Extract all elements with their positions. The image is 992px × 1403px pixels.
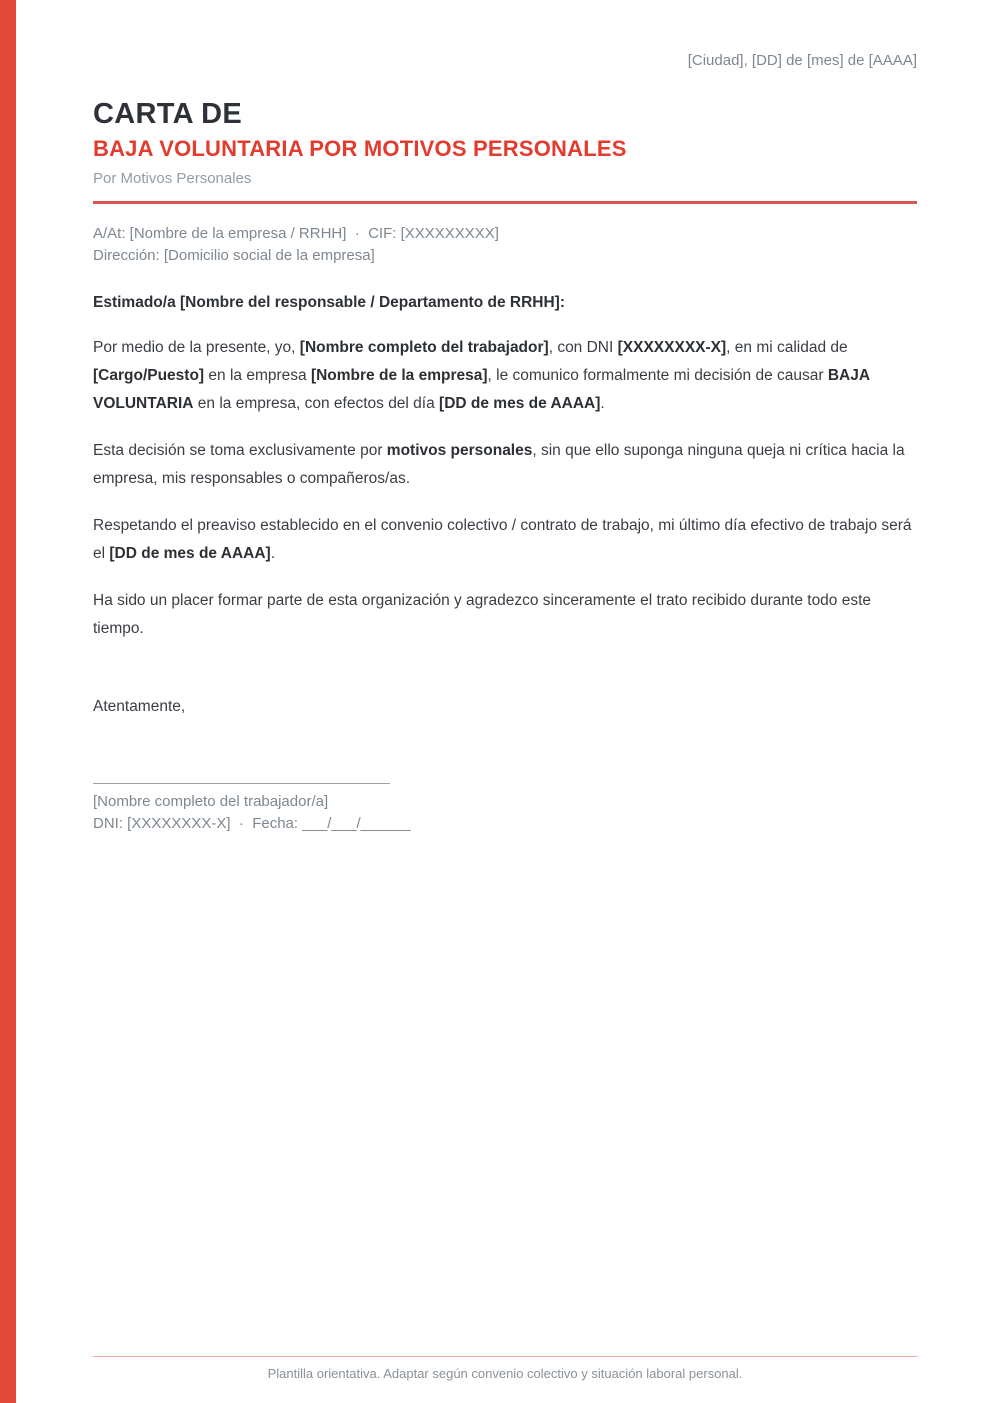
signature-line [93,783,390,784]
header-divider [93,201,917,204]
left-accent-bar [0,0,16,1403]
letter-paragraph: Esta decisión se toma exclusivamente por motivos personales, sin que ello suponga ninguna queja ni crítica hacia la empresa, mis responsables o compañeros/as. [93,442,905,487]
signature-dni-fecha: DNI: [XXXXXXXX-X] · Fecha: ___/___/______ [93,815,411,832]
recipient-line: A/At: [Nombre de la empresa / RRHH] · CIF: [XXXXXXXXX] [93,225,499,242]
letter-paragraph: Respetando el preaviso establecido en el convenio colectivo / contrato de trabajo, mi último día efectivo de trabajo será el [DD de mes de AAAA]. [93,517,912,562]
recipient-block [93,223,917,267]
greeting: Estimado/a [Nombre del responsable / Departamento de RRHH]: [93,294,565,311]
letter-subtitle: BAJA VOLUNTARIA POR MOTIVOS PERSONALES [93,136,627,161]
closing-salutation: Atentamente, [93,698,186,715]
signature-block [93,783,917,835]
letter-paragraph: Por medio de la presente, yo, [Nombre completo del trabajador], con DNI [XXXXXXXX-X], en mi calidad de [Cargo/Puesto] en la empresa [Nombre de la empresa], le comunico formalmente mi decisión de causar BAJA VOLUNTARIA en la empresa, con efectos del día [DD de mes de AAAA]. [93,339,870,412]
letter-paragraph: Ha sido un placer formar parte de esta organización y agradezco sinceramente el trato recibido durante todo este tiempo. [93,592,872,637]
body-paragraphs [93,334,917,643]
recipient-address-line: Dirección: [Domicilio social de la empresa] [93,247,375,264]
letter-title: CARTA DE [93,98,242,130]
letter-tagline: Por Motivos Personales [93,170,252,187]
letter-page [93,0,917,835]
footer-note: Plantilla orientativa. Adaptar según convenio colectivo y situación laboral personal. [267,1366,743,1381]
footer [93,1356,917,1382]
date-line: [Ciudad], [DD] de [mes] de [AAAA] [687,52,917,69]
signature-name-placeholder: [Nombre completo del trabajador/a] [93,793,329,810]
